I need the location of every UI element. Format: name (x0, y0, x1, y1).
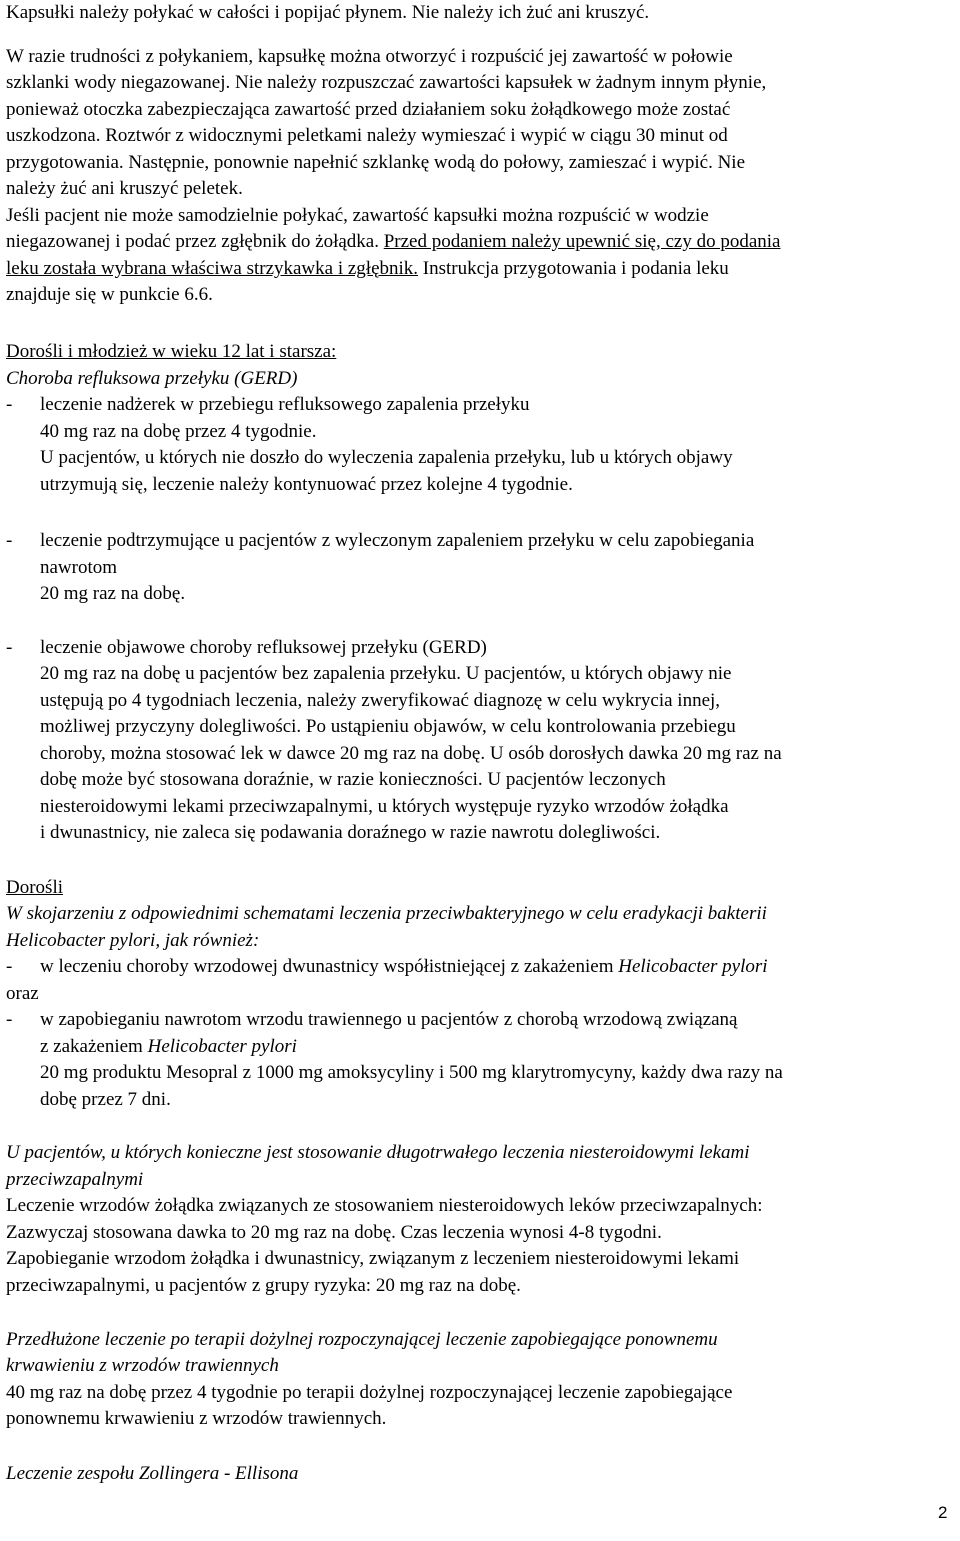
list-dash: - (6, 637, 13, 658)
zollinger-ellison-heading: Leczenie zespołu Zollingera - Ellisona (6, 1463, 299, 1484)
list-item-text: z zakażeniem (40, 1036, 148, 1057)
paragraph-line: 40 mg raz na dobę przez 4 tygodnie po terapii dożylnej rozpoczynającej leczenie zapobiegające (6, 1382, 733, 1403)
paragraph-line: Jeśli pacjent nie może samodzielnie połykać, zawartość kapsułki można rozpuścić w wodzie (6, 205, 709, 226)
list-item-line (40, 1034, 297, 1061)
hp-intro-line: W skojarzeniu z odpowiednimi schematami leczenia przeciwbakteryjnego w celu eradykacji bakterii (6, 903, 767, 924)
list-item-line: 20 mg raz na dobę. (40, 583, 186, 604)
paragraph-line: znajduje się w punkcie 6.6. (6, 284, 213, 305)
swallow-instruction: Kapsułki należy połykać w całości i popijać płynem. Nie należy ich żuć ani kruszyć. (6, 2, 650, 23)
list-item-line: U pacjentów, u których nie doszło do wyleczenia zapalenia przełyku, lub u których objawy (40, 447, 733, 468)
list-item-line: w zapobieganiu nawrotom wrzodu trawiennego u pacjentów z chorobą wrzodową związaną (40, 1009, 738, 1030)
list-dash: - (6, 394, 13, 415)
hp-intro-line: Helicobacter pylori, jak również: (6, 930, 260, 951)
paragraph-line: ponieważ otoczka zabezpieczająca zawartość przed działaniem soku żołądkowego może zostać (6, 99, 731, 120)
list-item-line: leczenie nadżerek w przebiegu refluksowego zapalenia przełyku (40, 394, 530, 415)
bacteria-name: Helicobacter pylori (147, 1036, 297, 1057)
page-number: 2 (938, 1503, 948, 1522)
bacteria-name: Helicobacter pylori (618, 956, 768, 977)
list-item-line: możliwej przyczyny dolegliwości. Po ustąpieniu objawów, w celu kontrolowania przebiegu (40, 716, 736, 737)
list-item-line: ustępują po 4 tygodniach leczenia, należy zweryfikować diagnozę w celu wykrycia innej, (40, 690, 721, 711)
section-heading-adults-teens: Dorośli i młodzież w wieku 12 lat i starsza: (6, 341, 337, 362)
paragraph-line: Leczenie wrzodów żołądka związanych ze stosowaniem niesteroidowych leków przeciwzapalnych: (6, 1195, 763, 1216)
underlined-warning: Przed podaniem należy upewnić się, czy do podania (383, 231, 781, 252)
nsaid-heading-line: przeciwzapalnymi (6, 1169, 144, 1190)
paragraph-line: uszkodzona. Roztwór z widocznymi peletkami należy wymieszać i wypić w ciągu 30 minut od (6, 125, 728, 146)
conjunction-line: oraz (6, 983, 39, 1004)
list-item-line: 20 mg raz na dobę u pacjentów bez zapalenia przełyku. U pacjentów, u których objawy nie (40, 663, 732, 684)
paragraph-line: przygotowania. Następnie, ponownie napełnić szklankę wodą do połowy, zamieszać i wypić. Nie (6, 152, 746, 173)
list-item-line: i dwunastnicy, nie zaleca się podawania doraźnego w razie nawrotu dolegliwości. (40, 822, 661, 843)
list-dash: - (6, 1009, 13, 1030)
paragraph-text: Instrukcja przygotowania i podania leku (418, 258, 729, 279)
paragraph-line: ponownemu krwawieniu z wrzodów trawiennych. (6, 1408, 387, 1429)
section-heading-gerd: Choroba refluksowa przełyku (GERD) (6, 368, 298, 389)
paragraph-line: szklanki wody niegazowanej. Nie należy rozpuszczać zawartości kapsułek w żadnym innym płynie, (6, 72, 767, 93)
paragraph-line (6, 256, 729, 283)
list-item-line: choroby, można stosować lek w dawce 20 mg raz na dobę. U osób dorosłych dawka 20 mg raz na (40, 743, 782, 764)
list-item-line: 40 mg raz na dobę przez 4 tygodnie. (40, 421, 317, 442)
list-item-line: niesteroidowymi lekami przeciwzapalnymi, u których występuje ryzyko wrzodów żołądka (40, 796, 729, 817)
paragraph-line: Zapobieganie wrzodom żołądka i dwunastnicy, związanym z leczeniem niesteroidowymi lekami (6, 1248, 740, 1269)
list-item-line (40, 954, 768, 981)
paragraph-line: Zazwyczaj stosowana dawka to 20 mg raz na dobę. Czas leczenia wynosi 4-8 tygodni. (6, 1222, 662, 1243)
nsaid-heading-line: U pacjentów, u których konieczne jest stosowanie długotrwałego leczenia niesteroidowymi lekami (6, 1142, 750, 1163)
paragraph-line: W razie trudności z połykaniem, kapsułkę można otworzyć i rozpuścić jej zawartość w połowie (6, 46, 733, 67)
list-item-text: w leczeniu choroby wrzodowej dwunastnicy współistniejącej z zakażeniem (40, 956, 619, 977)
list-item-line: dobę przez 7 dni. (40, 1089, 171, 1110)
list-item-line: 20 mg produktu Mesopral z 1000 mg amoksycyliny i 500 mg klarytromycyny, każdy dwa razy na (40, 1062, 783, 1083)
list-item-line: dobę może być stosowana doraźnie, w razie konieczności. U pacjentów leczonych (40, 769, 666, 790)
list-item-line: leczenie objawowe choroby refluksowej przełyku (GERD) (40, 637, 487, 658)
paragraph-text: niegazowanej i podać przez zgłębnik do żołądka. (6, 231, 384, 252)
iv-heading-line: Przedłużone leczenie po terapii dożylnej rozpoczynającej leczenie zapobiegające ponownemu (6, 1329, 718, 1350)
underlined-warning: leku została wybrana właściwa strzykawka i zgłębnik. (6, 258, 419, 279)
list-dash: - (6, 956, 13, 977)
list-item-line: utrzymują się, leczenie należy kontynuować przez kolejne 4 tygodnie. (40, 474, 573, 495)
paragraph-line (6, 229, 780, 256)
list-dash: - (6, 530, 13, 551)
list-item-line: leczenie podtrzymujące u pacjentów z wyleczonym zapaleniem przełyku w celu zapobiegania (40, 530, 755, 551)
section-heading-adults: Dorośli (6, 877, 63, 898)
list-item-line: nawrotom (40, 557, 118, 578)
paragraph-line: należy żuć ani kruszyć peletek. (6, 178, 243, 199)
iv-heading-line: krwawieniu z wrzodów trawiennych (6, 1355, 279, 1376)
paragraph-line: przeciwzapalnymi, u pacjentów z grupy ryzyka: 20 mg raz na dobę. (6, 1275, 521, 1296)
